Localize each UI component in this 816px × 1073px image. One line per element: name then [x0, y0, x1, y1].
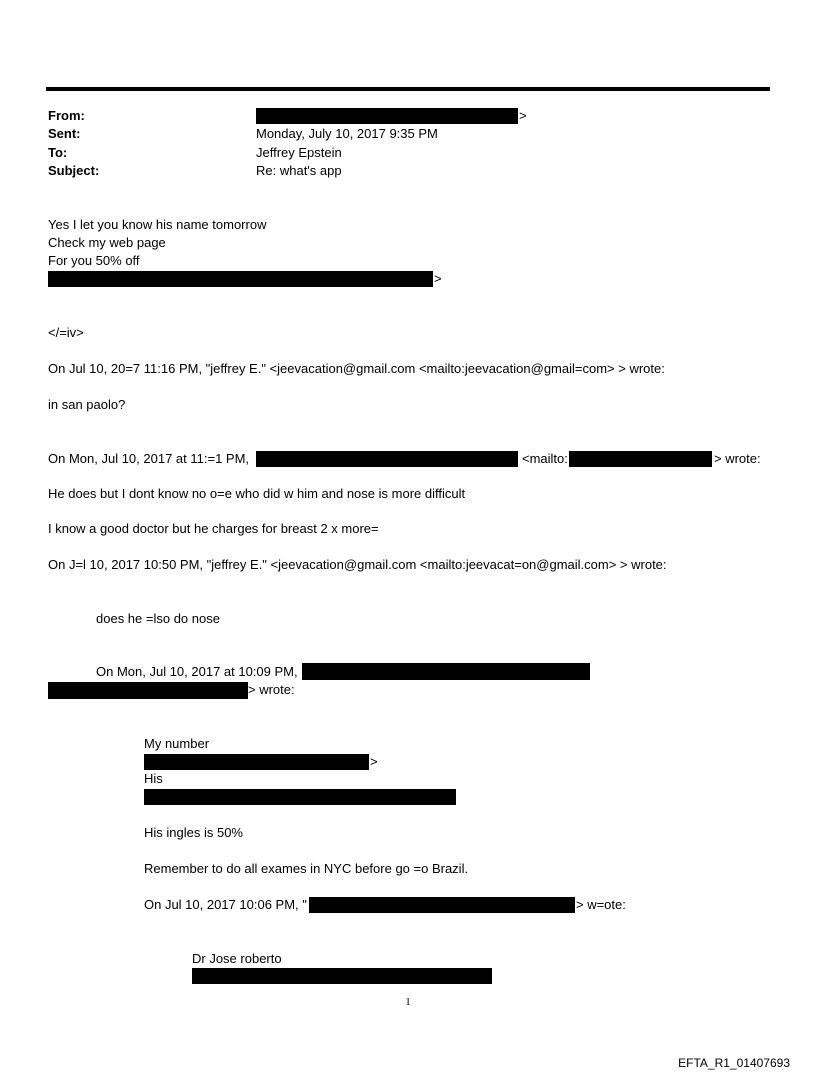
body-line: For you 50% off — [48, 253, 140, 268]
header-rule — [46, 87, 770, 91]
body-line: Dr Jose roberto — [192, 951, 282, 966]
body-line: in san paolo? — [48, 397, 126, 412]
body-line: Yes I let you know his name tomorrow — [48, 217, 267, 232]
quoted-header-mailto: <mailto: — [522, 451, 568, 466]
redaction-bar — [192, 968, 492, 984]
redaction-bar — [256, 451, 518, 467]
footer-id: EFTA_R1_01407693 — [678, 1056, 790, 1070]
body-line: Remember to do all exames in NYC before go =o Brazil. — [144, 861, 469, 876]
quoted-header: On J=l 10, 2017 10:50 PM, "jeffrey E." <jeevacation@gmail.com <mailto:jeevacat=on@gmail.com> > wrote: — [48, 557, 667, 572]
quoted-header-prefix: On Mon, Jul 10, 2017 at 10:09 PM, — [96, 664, 298, 679]
subject-label: Subject: — [48, 163, 100, 178]
to-label: To: — [48, 145, 68, 160]
body-line-suffix: > — [370, 754, 378, 769]
redaction-bar — [144, 789, 456, 805]
from-label: From: — [48, 108, 85, 123]
page-number: 1 — [405, 996, 411, 1008]
quoted-header-suffix: > wrote: — [248, 682, 295, 697]
body-line: His ingles is 50% — [144, 825, 243, 840]
sent-value: Monday, July 10, 2017 9:35 PM — [256, 126, 438, 141]
redaction-bar — [309, 897, 575, 913]
quoted-header-suffix: > w=ote: — [576, 897, 626, 912]
sent-label: Sent: — [48, 126, 81, 141]
to-value: Jeffrey Epstein — [256, 145, 342, 160]
body-line: does he =lso do nose — [96, 611, 220, 626]
quoted-header: On Jul 10, 20=7 11:16 PM, "jeffrey E." <jeevacation@gmail.com <mailto:jeevacation@gmail=com> > wrote: — [48, 361, 665, 376]
quoted-header-prefix: On Mon, Jul 10, 2017 at 11:=1 PM, — [48, 451, 250, 466]
body-line: I know a good doctor but he charges for breast 2 x more= — [48, 521, 379, 536]
body-line: His — [144, 771, 163, 786]
quoted-header-prefix: On Jul 10, 2017 10:06 PM, " — [144, 897, 307, 912]
redaction-bar — [48, 682, 248, 699]
redaction-bar — [48, 271, 433, 287]
body-line: My number — [144, 736, 210, 751]
quoted-header-suffix: > wrote: — [714, 451, 761, 466]
body-line: Check my web page — [48, 235, 166, 250]
redaction-bar — [256, 108, 518, 124]
body-line: </=iv> — [48, 325, 84, 340]
from-suffix: > — [519, 108, 527, 123]
subject-value: Re: what's app — [256, 163, 342, 178]
redaction-bar — [302, 663, 590, 680]
body-line: He does but I dont know no o=e who did w him and nose is more difficult — [48, 486, 466, 501]
redaction-bar — [144, 754, 369, 770]
redaction-bar — [569, 451, 712, 467]
body-line-suffix: > — [434, 271, 442, 286]
